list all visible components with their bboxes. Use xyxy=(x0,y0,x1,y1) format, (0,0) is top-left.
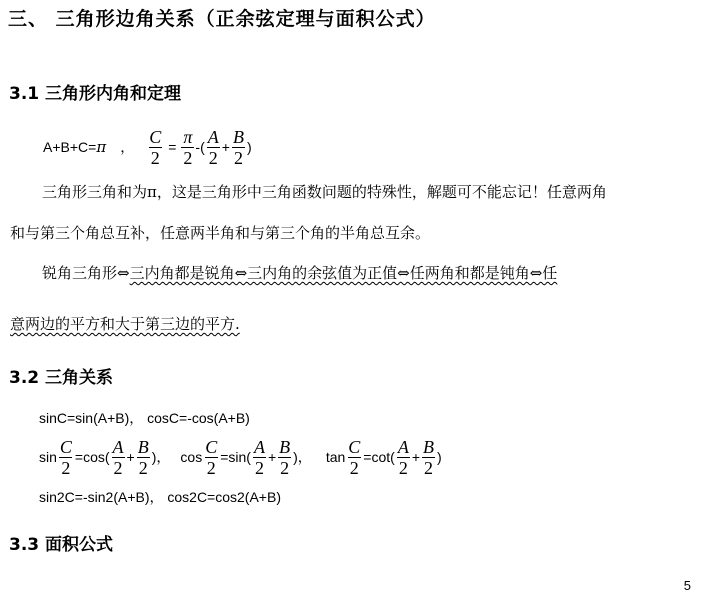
fraction-a-over-2: $\frac{A}{2}$ xyxy=(253,436,265,478)
close-paren: ) xyxy=(437,449,442,465)
fraction-a-over-2: $\frac{A}{2}$ xyxy=(112,436,124,478)
close-comma: )， xyxy=(151,449,171,465)
cos-label: cos xyxy=(180,449,203,465)
tan-label: tan xyxy=(325,449,346,465)
pi-symbol: π xyxy=(96,138,107,156)
fraction-a-over-2: $\frac{A}{2}$ xyxy=(397,436,409,478)
eq-sin: =sin( xyxy=(220,449,251,465)
close-paren: ) xyxy=(246,139,252,155)
fraction-b-over-2: $\frac{B}{2}$ xyxy=(137,436,149,478)
plus-sign: + xyxy=(221,139,230,155)
fraction-pi-over-2: $\frac{\pi}{2}$ xyxy=(183,126,193,168)
relation-line-2 xyxy=(39,431,442,483)
angle-sum-formula xyxy=(43,121,252,173)
formula-left: A+B+C= xyxy=(43,139,97,155)
subsection-3-1-title: 3.1 三角形内角和定理 xyxy=(9,84,182,104)
plus-sign: + xyxy=(411,449,420,465)
section-title: 三、 三角形边角关系（正余弦定理与面积公式） xyxy=(8,8,436,30)
fraction-c-over-2: $\frac{C}{2}$ xyxy=(59,436,72,478)
eq-cos: =cos( xyxy=(74,449,110,465)
minus-paren: -( xyxy=(195,139,205,155)
fraction-a-over-2: $\frac{A}{2}$ xyxy=(207,126,219,168)
sin-label: sin xyxy=(39,449,57,465)
acute-conditions-underlined: 三内角都是锐角⇔三内角的余弦值为正值⇔任两角和都是钝角⇔任 xyxy=(129,264,558,282)
paragraph-2-line-1 xyxy=(42,262,557,283)
subsection-3-3-title: 3.3 面积公式 xyxy=(9,535,114,555)
fraction-c-over-2: $\frac{C}{2}$ xyxy=(348,436,361,478)
paragraph-1-line-2: 和与第三个角总互补，任意两半角和与第三个角的半角总互余。 xyxy=(10,224,431,242)
eq-cot: =cot( xyxy=(363,449,395,465)
equals-sign: = xyxy=(168,139,177,155)
paragraph-1-line-1: 三角形三角和为π，这是三角形中三角函数问题的特殊性，解题可不能忘记！任意两角 xyxy=(42,183,607,201)
fraction-b-over-2: $\frac{B}{2}$ xyxy=(423,436,434,478)
fraction-c-over-2: $\frac{C}{2}$ xyxy=(205,436,218,478)
plus-sign: + xyxy=(267,449,277,465)
page-number: 5 xyxy=(683,578,691,593)
subsection-3-2-title: 3.2 三角关系 xyxy=(9,368,114,388)
plus-sign: + xyxy=(126,449,135,465)
acute-triangle-lead: 锐角三角形⇔ xyxy=(42,264,130,282)
fraction-c-over-2: $\frac{C}{2}$ xyxy=(149,126,162,168)
paragraph-2-line-2: 意两边的平方和大于第三边的平方. xyxy=(10,315,240,333)
formula-comma: ， xyxy=(120,139,135,155)
relation-line-3: sin2C=-sin2(A+B)， cos2C=cos2(A+B) xyxy=(39,489,281,505)
fraction-b-over-2: $\frac{B}{2}$ xyxy=(232,126,244,168)
close-comma: )， xyxy=(293,449,312,465)
fraction-b-over-2: $\frac{B}{2}$ xyxy=(279,436,291,478)
relation-line-1: sinC=sin(A+B)， cosC=-cos(A+B) xyxy=(39,410,250,426)
